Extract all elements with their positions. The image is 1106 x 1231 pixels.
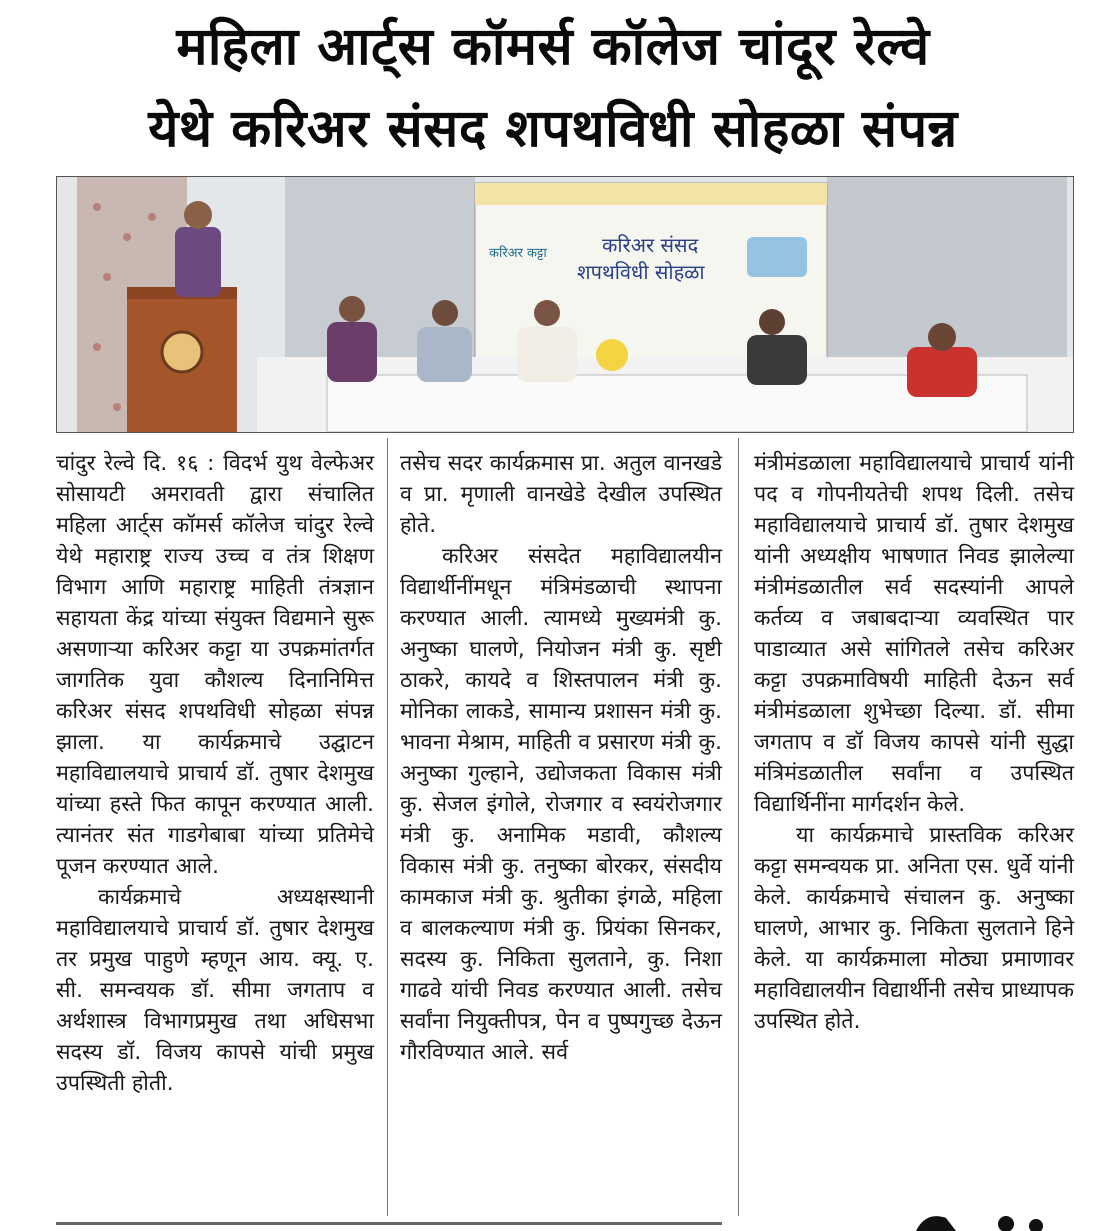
banner-title-2: शपथविधी सोहळा: [577, 260, 705, 284]
article-column-1: [56, 448, 374, 1099]
headline-line-1: महिला आर्ट्स कॉमर्स कॉलेज चांदूर रेल्वे: [176, 17, 930, 77]
paragraph: चांदुर रेल्वे दि. १६ : विदर्भ युथ वेल्फेअर सोसायटी अमरावती द्वारा संचालित महिला आर्ट्स कॉमर्स कॉलेज चांदुर रेल्वे येथे महाराष्ट्र राज्य उच्च व तंत्र शिक्षण विभाग आणि महाराष्ट्र माहिती तंत्रज्ञान सहायता केंद्र यांच्या संयुक्त विद्यमाने सुरू असणाऱ्या करिअर कट्टा या उपक्रमांतर्गत जागतिक युवा कौशल्य दिनानिमित्त करिअर संसद शपथविधी सोहळा संपन्न झाला. या कार्यक्रमाचे उद्घाटन महाविद्यालयाचे प्राचार्य डॉ. तुषार देशमुख यांच्या हस्ते फित कापून करण्यात आली. त्यानंतर संत गाडगेबाबा यांच्या प्रतिमेचे पूजन करण्यात आले.: [56, 451, 374, 879]
banner-left-label: करिअर कट्टा: [489, 246, 547, 261]
column-divider: [387, 438, 388, 1216]
article-column-2: [400, 448, 722, 1068]
headline-line-2: येथे करिअर संसद शपथविधी सोहळा संपन्न: [148, 99, 958, 159]
article-column-3: [754, 448, 1074, 1037]
headline: [20, 6, 1086, 170]
paragraph: करिअर संसदेत महाविद्यालयीन विद्यार्थीनींमधून मंत्रिमंडळाची स्थापना करण्यात आली. त्यामध्ये मुख्यमंत्री कु. अनुष्का घालणे, नियोजन मंत्री कु. सृष्टी ठाकरे, कायदे व शिस्तपालन मंत्री कु. मोनिका लाकडे, सामान्य प्रशासन मंत्री कु. भावना मेश्राम, माहिती व प्रसारण मंत्री कु. अनुष्का गुल्हाने, उद्योजकता विकास मंत्री कु. सेजल इंगोले, रोजगार व स्वयंरोजगार मंत्री कु. अनामिक मडावी, कौशल्य विकास मंत्री कु. तनुष्का बोरकर, संसदीय कामकाज मंत्री कु. श्रुतीका इंगळे, महिला व बालकल्याण मंत्री कु. प्रियंका सिनकर, सदस्य कु. निकिता सुलताने, कु. निशा गाढवे यांची निवड करण्यात आली. तसेच सर्वांना नियुक्तीपत्र, पेन व पुष्पगुच्छ देऊन गौरविण्यात आले. सर्व: [400, 544, 722, 1065]
cropped-logo: [906, 1206, 1076, 1231]
banner-title-1: करिअर संसद: [602, 233, 699, 257]
paragraph: कार्यक्रमाचे अध्यक्षस्थानी महाविद्यालयाचे प्राचार्य डॉ. तुषार देशमुख तर प्रमुख पाहुणे म्हणून आय. क्यू. ए. सी. समन्वयक डॉ. सीमा जगताप व अर्थशास्त्र विभागप्रमुख तथा अधिसभा सदस्य डॉ. विजय कापसे यांची प्रमुख उपस्थिती होती.: [56, 885, 374, 1096]
column-divider: [738, 438, 739, 1216]
event-photo: [56, 176, 1074, 433]
paragraph: तसेच सदर कार्यक्रमास प्रा. अतुल वानखडे व प्रा. मृणाली वानखेडे देखील उपस्थित होते.: [400, 451, 722, 538]
bottom-rule: [56, 1222, 722, 1225]
event-photo-illustration: [57, 177, 1073, 432]
paragraph: या कार्यक्रमाचे प्रास्तविक करिअर कट्टा समन्वयक प्रा. अनिता एस. धुर्वे यांनी केले. कार्यक्रमाचे संचालन कु. अनुष्का घालणे, आभार कु. निकिता सुलताने हिने केले. या कार्यक्रमाला मोठ्या प्रमाणावर महाविद्यालयीन विद्यार्थीनी तसेच प्राध्यापक उपस्थित होते.: [754, 823, 1074, 1034]
paragraph: मंत्रीमंडळाला महाविद्यालयाचे प्राचार्य यांनी पद व गोपनीयतेची शपथ दिली. तसेच महाविद्यालयाचे प्राचार्य डॉ. तुषार देशमुख यांनी अध्यक्षीय भाषणात निवड झालेल्या मंत्रीमंडळातील सर्व सदस्यांनी आपले कर्तव्य व जबाबदाऱ्या व्यवस्थित पार पाडाव्यात असे सांगितले तसेच करिअर कट्टा उपक्रमाविषयी माहिती देऊन सर्व मंत्रीमंडळाला शुभेच्छा दिल्या. डॉ. सीमा जगताप व डॉ विजय कापसे यांनी सुद्धा मंत्रिमंडळातील सर्वांना व उपस्थित विद्यार्थिनींना मार्गदर्शन केले.: [754, 451, 1074, 817]
